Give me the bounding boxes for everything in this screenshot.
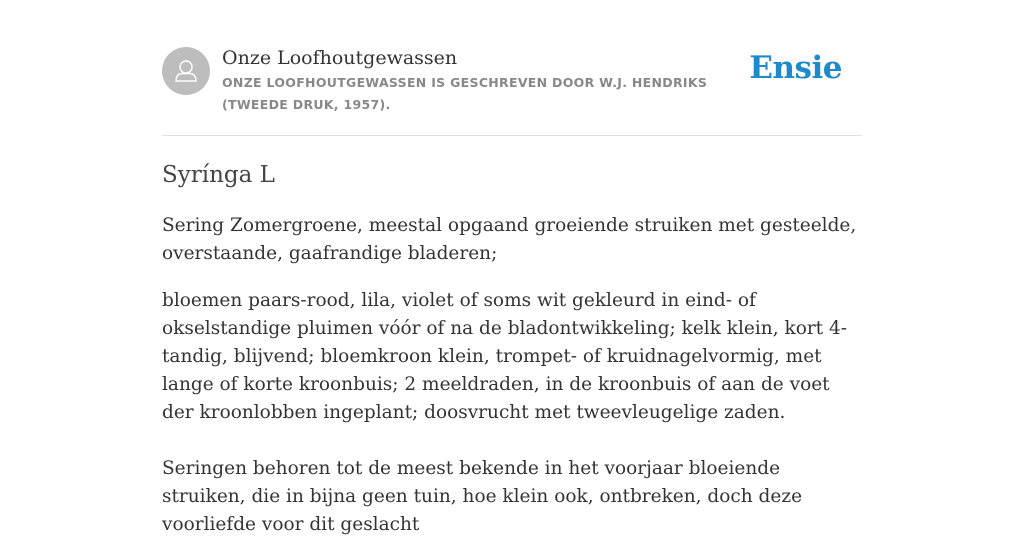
entry-title: Syrínga L	[162, 162, 275, 188]
source-header	[162, 46, 862, 136]
user-avatar-icon	[162, 47, 210, 95]
book-subtitle: ONZE LOOFHOUTGEWASSEN IS GESCHREVEN DOOR W.J. HENDRIKS (TWEEDE DRUK, 1957).	[222, 75, 708, 112]
book-title[interactable]: Onze Loofhoutgewassen	[222, 47, 458, 69]
ensie-logo[interactable]: Ensie	[749, 50, 842, 86]
entry-paragraph: Sering Zomergroene, meestal opgaand groeiende struiken met gesteelde, overstaande, gaafrandige bladeren;	[162, 215, 857, 264]
entry-paragraph: bloemen paars-rood, lila, violet of soms wit gekleurd in eind- of okselstandige pluimen vóór of na de bladontwikkeling; kelk klein, kort 4-tandig, blijvend; bloemkroon klein, trompet- of kruidnagelvormig, met lange of korte kroonbuis; 2 meeldraden, in de kroonbuis of aan de voet der kroonlobben ingeplant; doosvrucht met tweevleugelige zaden.	[162, 290, 848, 423]
entry-content	[162, 158, 862, 539]
entry-paragraph: Seringen behoren tot de meest bekende in het voorjaar bloeiende struiken, die in bijna geen tuin, hoe klein ook, ontbreken, doch deze voorliefde voor dit geslacht	[162, 458, 803, 535]
header-divider	[162, 135, 862, 136]
